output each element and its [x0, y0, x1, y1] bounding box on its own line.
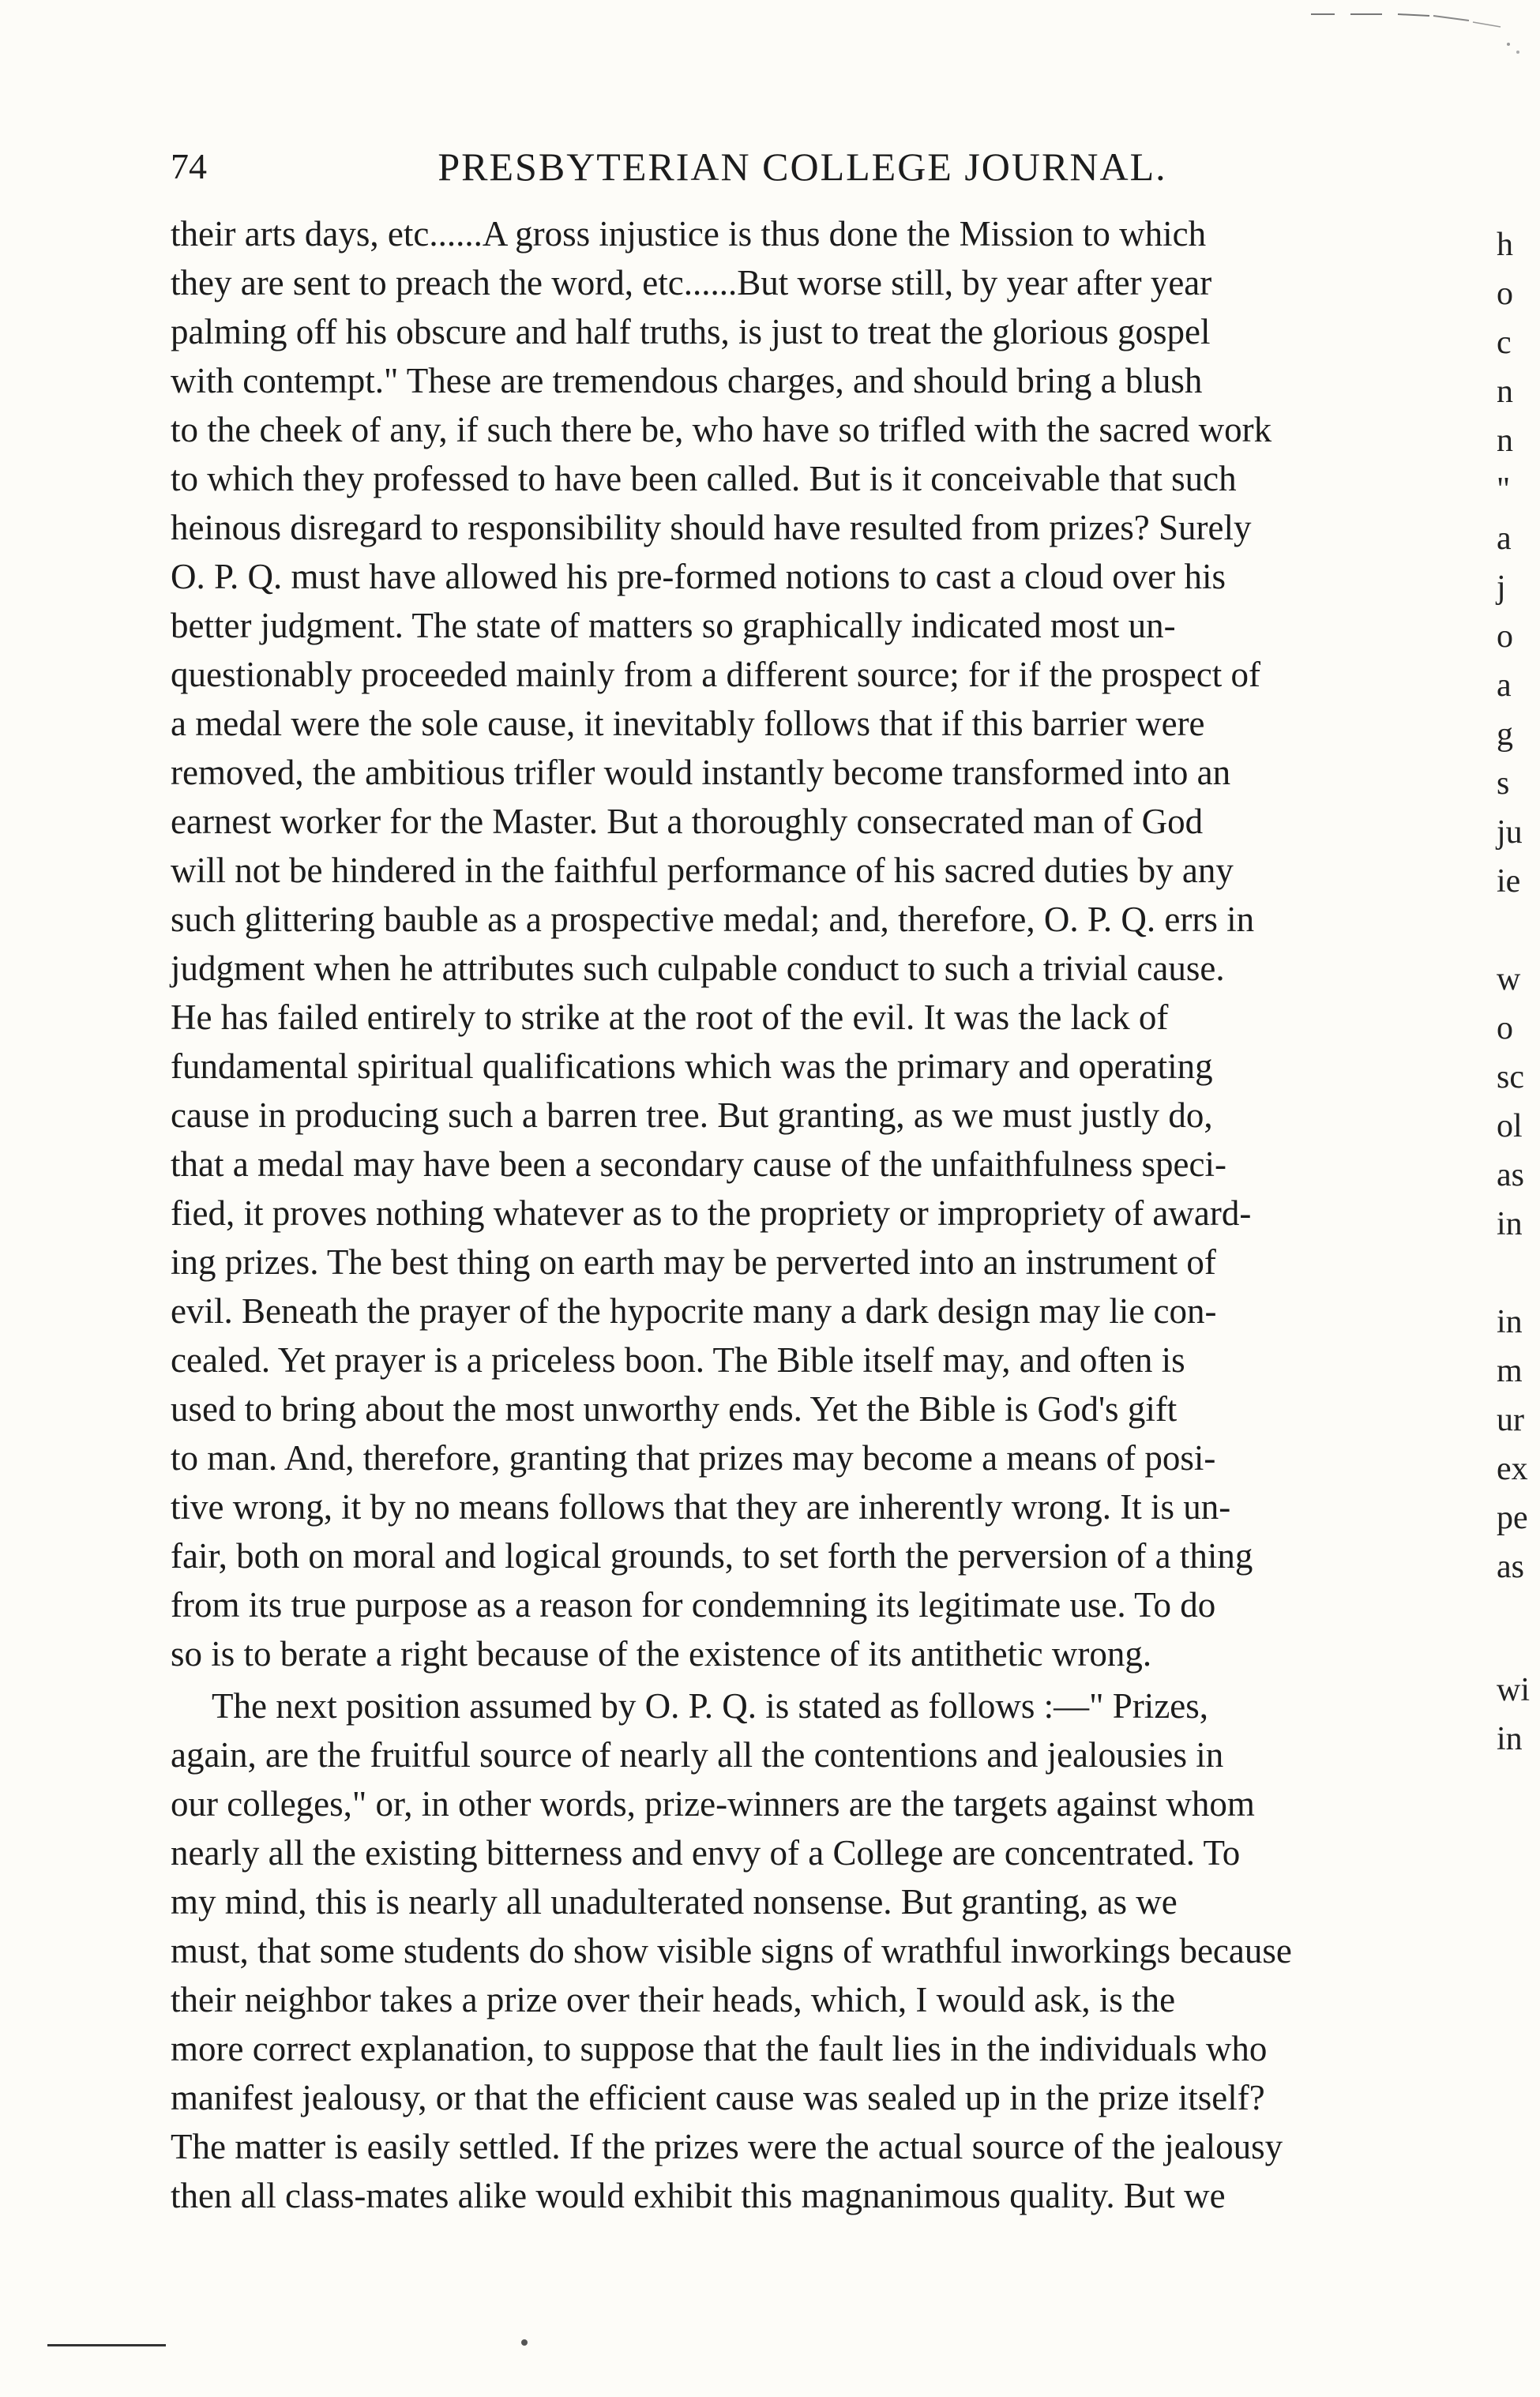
text-line: more correct explanation, to suppose that the fault lies in the individuals who	[171, 2029, 1268, 2068]
page-number: 74	[171, 146, 207, 186]
text-line: so is to berate a right because of the existence of its antithetic wrong.	[171, 1634, 1152, 1674]
text-line: judgment when he attributes such culpable conduct to such a trivial cause.	[171, 949, 1225, 988]
scan-dash	[1398, 14, 1429, 16]
margin-fragment: ex	[1497, 1451, 1528, 1487]
margin-fragment: ur	[1497, 1402, 1524, 1438]
margin-fragment: h	[1497, 227, 1513, 263]
text-line: their arts days, etc......A gross injustice is thus done the Mission to which	[171, 214, 1207, 254]
margin-fragment: w	[1497, 961, 1521, 997]
text-line: removed, the ambitious trifler would instantly become transformed into an	[171, 753, 1231, 792]
text-line: their neighbor takes a prize over their heads, which, I would ask, is the	[171, 1980, 1176, 2019]
article-body	[171, 209, 1434, 2220]
text-line: manifest jealousy, or that the efficient cause was sealed up in the prize itself?	[171, 2078, 1265, 2117]
margin-fragment: ju	[1497, 814, 1523, 851]
text-line: again, are the fruitful source of nearly all the contentions and jealousies in	[171, 1735, 1224, 1775]
text-line: He has failed entirely to strike at the root of the evil. It was the lack of	[171, 997, 1169, 1037]
margin-fragment: g	[1497, 716, 1513, 753]
scan-artifact-marks	[1271, 3, 1532, 66]
text-line: fied, it proves nothing whatever as to the propriety or impropriety of award-	[171, 1193, 1252, 1233]
margin-fragment: in	[1497, 1721, 1523, 1757]
running-head	[171, 139, 1371, 194]
text-line: tive wrong, it by no means follows that they are inherently wrong. It is un-	[171, 1487, 1231, 1527]
text-line: The matter is easily settled. If the prizes were the actual source of the jealousy	[171, 2127, 1283, 2166]
margin-fragment: m	[1497, 1353, 1523, 1389]
text-line: cause in producing such a barren tree. But granting, as we must justly do,	[171, 1095, 1213, 1135]
bottom-rule	[47, 2344, 166, 2346]
text-line: our colleges," or, in other words, prize-winners are the targets against whom	[171, 1784, 1255, 1824]
text-line: to man. And, therefore, granting that prizes may become a means of posi-	[171, 1438, 1216, 1478]
margin-fragment: as	[1497, 1157, 1524, 1193]
text-line: a medal were the sole cause, it inevitably follows that if this barrier were	[171, 704, 1205, 743]
text-line: evil. Beneath the prayer of the hypocrite many a dark design may lie con-	[171, 1291, 1217, 1331]
text-line: from its true purpose as a reason for condemning its legitimate use. To do	[171, 1585, 1216, 1625]
scan-dash	[1473, 22, 1501, 27]
margin-fragment: a	[1497, 520, 1512, 557]
margin-fragment: n	[1497, 423, 1513, 459]
text-line: such glittering bauble as a prospective medal; and, therefore, O. P. Q. errs in	[171, 900, 1255, 939]
text-line: nearly all the existing bitterness and envy of a College are concentrated. To	[171, 1833, 1241, 1873]
paragraph-start-line: The next position assumed by O. P. Q. is stated as follows :—" Prizes,	[212, 1686, 1209, 1726]
margin-fragment: sc	[1497, 1059, 1524, 1095]
scan-dot	[1516, 51, 1519, 54]
text-line: fair, both on moral and logical grounds, to set forth the perversion of a thing	[171, 1536, 1253, 1576]
margin-fragment: ie	[1497, 863, 1521, 900]
text-line: fundamental spiritual qualifications which was the primary and operating	[171, 1046, 1213, 1086]
margin-fragment: pe	[1497, 1500, 1528, 1536]
text-line: cealed. Yet prayer is a priceless boon. The Bible itself may, and often is	[171, 1340, 1185, 1380]
margin-fragment: o	[1497, 1010, 1513, 1046]
margin-fragment: "	[1497, 472, 1511, 508]
text-line: to the cheek of any, if such there be, who have so trifled with the sacred work	[171, 410, 1272, 449]
margin-fragment: in	[1497, 1206, 1523, 1242]
margin-fragment: wi	[1497, 1672, 1530, 1708]
text-line: ing prizes. The best thing on earth may be perverted into an instrument of	[171, 1242, 1216, 1282]
text-line: questionably proceeded mainly from a different source; for if the prospect of	[171, 655, 1260, 694]
text-line: earnest worker for the Master. But a thoroughly consecrated man of God	[171, 802, 1204, 841]
text-line: O. P. Q. must have allowed his pre-formed notions to cast a cloud over his	[171, 557, 1226, 596]
text-line: better judgment. The state of matters so graphically indicated most un-	[171, 606, 1176, 645]
scan-dot	[1507, 43, 1510, 46]
bottom-dot	[521, 2339, 528, 2346]
margin-fragment: as	[1497, 1549, 1524, 1585]
margin-fragment: n	[1497, 374, 1513, 410]
journal-title: PRESBYTERIAN COLLEGE JOURNAL.	[438, 145, 1167, 189]
margin-fragment: ol	[1497, 1108, 1523, 1144]
margin-fragment: s	[1497, 765, 1510, 802]
margin-fragment: j	[1497, 569, 1506, 606]
text-line: must, that some students do show visible signs of wrathful inworkings because	[171, 1931, 1292, 1971]
text-line: with contempt." These are tremendous charges, and should bring a blush	[171, 361, 1203, 400]
margin-fragment: c	[1497, 325, 1512, 361]
text-line: my mind, this is nearly all unadulterated nonsense. But granting, as we	[171, 1882, 1178, 1922]
text-line: that a medal may have been a secondary cause of the unfaithfulness speci-	[171, 1144, 1226, 1184]
text-line: they are sent to preach the word, etc......But worse still, by year after year	[171, 263, 1212, 302]
scan-dash	[1433, 16, 1469, 21]
margin-fragment: in	[1497, 1304, 1523, 1340]
text-line: will not be hindered in the faithful performance of his sacred duties by any	[171, 851, 1234, 890]
margin-fragment: o	[1497, 618, 1513, 655]
text-line: palming off his obscure and half truths, is just to treat the glorious gospel	[171, 312, 1211, 351]
margin-fragment: o	[1497, 276, 1513, 312]
margin-fragment: a	[1497, 667, 1512, 704]
text-line: to which they professed to have been called. But is it conceivable that such	[171, 459, 1237, 498]
text-line: used to bring about the most unworthy ends. Yet the Bible is God's gift	[171, 1389, 1178, 1429]
text-line: heinous disregard to responsibility should have resulted from prizes? Surely	[171, 508, 1252, 547]
text-line: then all class-mates alike would exhibit this magnanimous quality. But we	[171, 2176, 1226, 2215]
